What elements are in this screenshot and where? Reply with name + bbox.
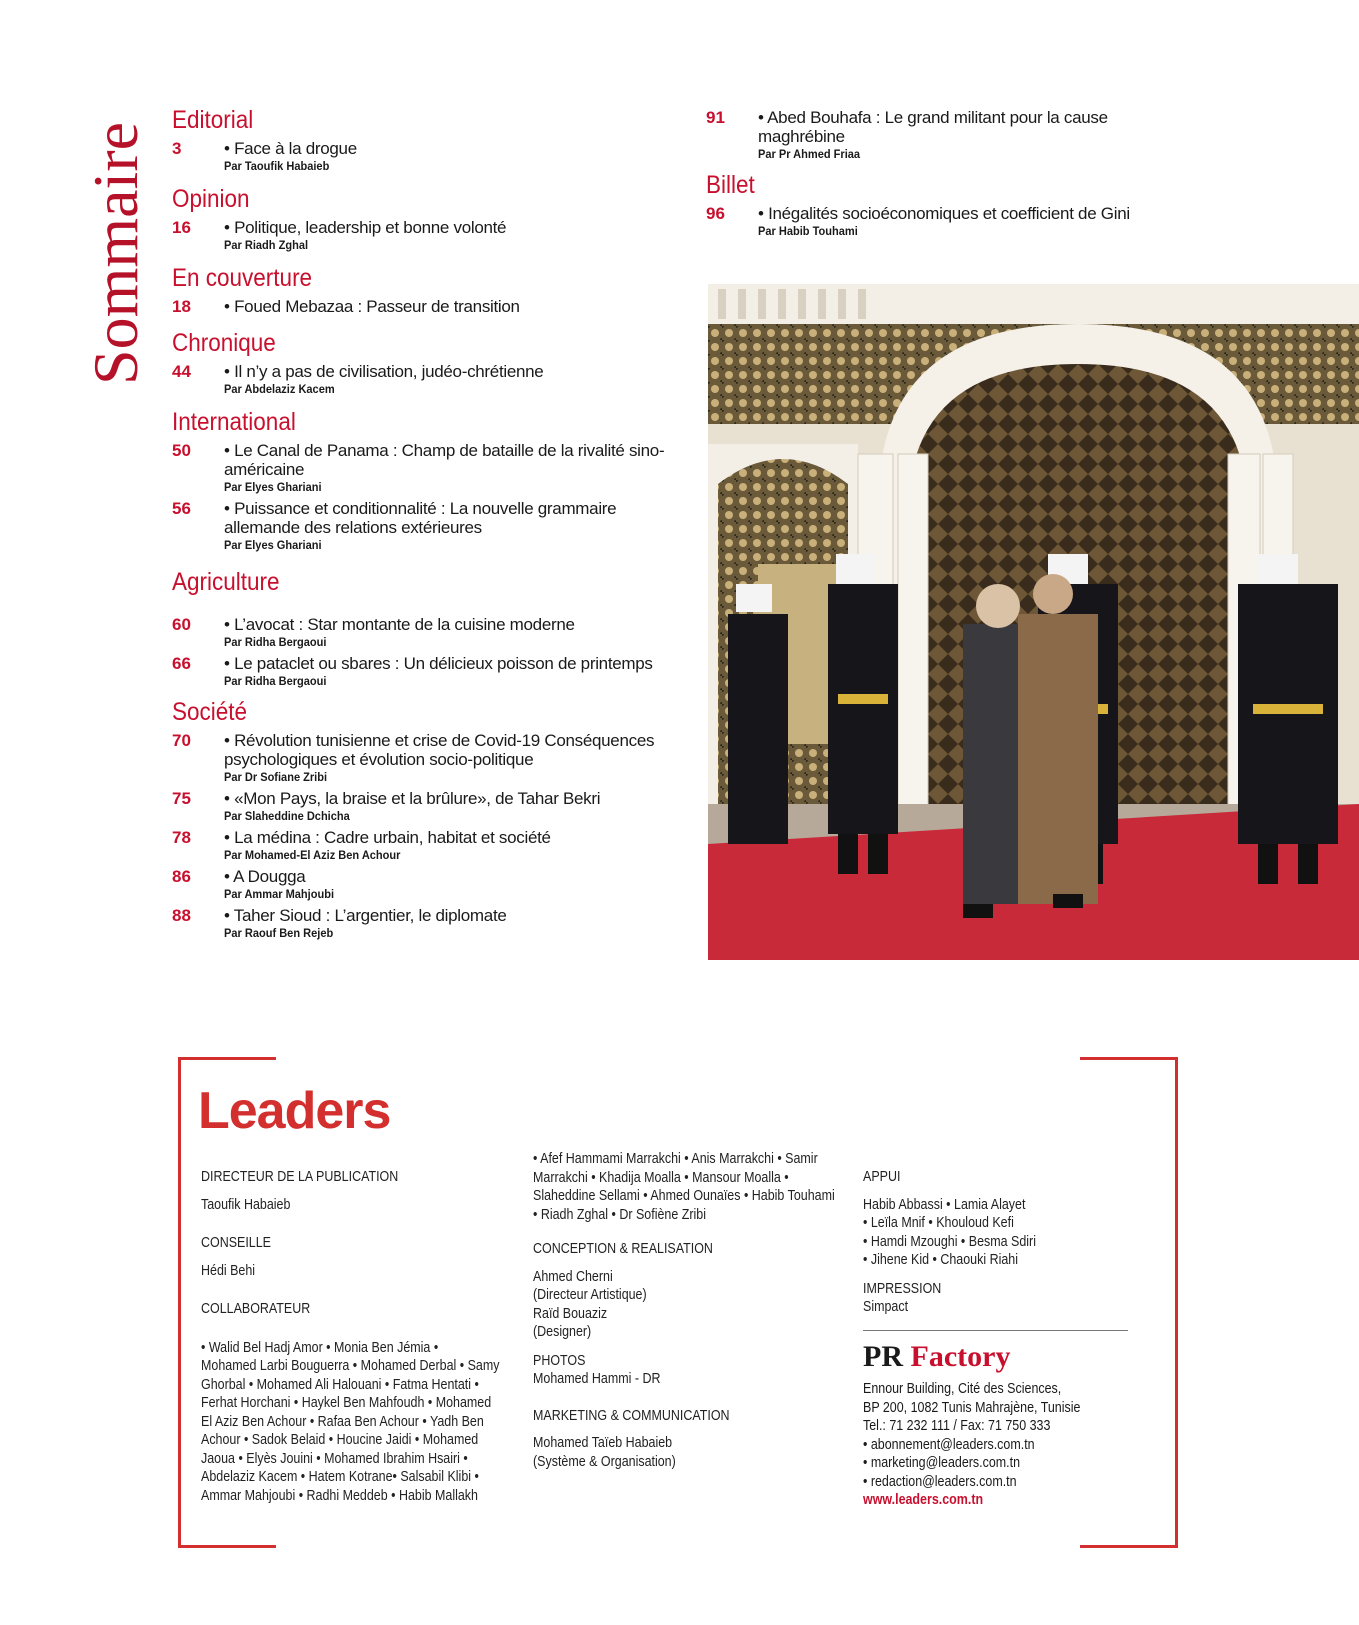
toc-section-title: Société bbox=[172, 698, 248, 726]
toc-page-number: 50 bbox=[172, 441, 191, 460]
toc-entry[interactable] bbox=[172, 441, 672, 495]
pr-factory-logo-factory: Factory bbox=[910, 1340, 1011, 1373]
website-link[interactable]: www.leaders.com.tn bbox=[863, 1492, 984, 1508]
toc-entry[interactable] bbox=[172, 654, 672, 689]
toc-section-title: Chronique bbox=[172, 329, 276, 357]
list-line: Ferhat Horchani • Haykel Ben Mahfoudh • Mohamed bbox=[201, 1395, 492, 1411]
toc-entry-author: Par Taoufik Habaieb bbox=[224, 159, 330, 173]
toc-entry-title: • Révolution tunisienne et crise de Covid-19 Conséquences psychologiques et évolution socio-politique bbox=[224, 731, 655, 769]
toc-entry-author: Par Habib Touhami bbox=[758, 224, 858, 238]
toc-page-number: 88 bbox=[172, 906, 191, 925]
toc-entry[interactable] bbox=[172, 499, 672, 553]
credit-label: COLLABORATEUR bbox=[201, 1301, 311, 1317]
toc-page-number: 56 bbox=[172, 499, 191, 518]
toc-entry-author: Par Raouf Ben Rejeb bbox=[224, 926, 334, 940]
toc-entry-author: Par Riadh Zghal bbox=[224, 238, 309, 252]
list-line: Ammar Mahjoubi • Radhi Meddeb • Habib Mallakh bbox=[201, 1487, 478, 1504]
list-line: Jaoua • Elyès Jouini • Mohamed Ibrahim Hsairi • bbox=[201, 1450, 468, 1467]
toc-entry[interactable] bbox=[172, 867, 672, 902]
list-line: Abdelaziz Kacem • Hatem Kotrane• Salsabil Klibi • bbox=[201, 1469, 479, 1485]
sommaire-title: Sommaire bbox=[80, 121, 151, 385]
toc-entry-title: • Il n’y a pas de civilisation, judéo-chrétienne bbox=[224, 362, 544, 381]
toc-entry-author: Par Abdelaziz Kacem bbox=[224, 382, 335, 396]
toc-entry-title: • Le Canal de Panama : Champ de bataille de la rivalité sino-américaine bbox=[224, 441, 665, 479]
credit-value: Hédi Behi bbox=[201, 1262, 256, 1279]
toc-entry-title: • Taher Sioud : L’argentier, le diplomate bbox=[224, 906, 507, 925]
toc-right-column bbox=[706, 104, 1166, 239]
list-line: Ahmed Cherni bbox=[533, 1268, 613, 1285]
toc-entry-author: Par Ammar Mahjoubi bbox=[224, 887, 335, 901]
toc-page-number: 75 bbox=[172, 789, 191, 808]
toc-page-number: 91 bbox=[706, 108, 725, 127]
toc-entry[interactable] bbox=[172, 789, 672, 824]
toc-entry-author: Par Elyes Ghariani bbox=[224, 538, 322, 552]
list-line: (Designer) bbox=[533, 1324, 592, 1340]
list-line: • abonnement@leaders.com.tn bbox=[863, 1436, 1035, 1453]
toc-page-number: 96 bbox=[706, 204, 725, 223]
credits-column-2 bbox=[533, 1151, 853, 1471]
toc-entry[interactable] bbox=[706, 204, 1166, 239]
list-line: Mohamed Larbi Bouguerra • Mohamed Derbal • Samy bbox=[201, 1358, 500, 1374]
list-line: El Aziz Ben Achour • Rafaa Ben Achour • Yadh Ben bbox=[201, 1413, 484, 1430]
toc-page-number: 66 bbox=[172, 654, 191, 673]
pr-factory-logo bbox=[863, 1342, 1010, 1372]
credit-value: Mohamed Hammi - DR bbox=[533, 1371, 661, 1387]
list-line: Ghorbal • Mohamed Ali Halouani • Fatma Hentati • bbox=[201, 1376, 479, 1393]
pr-factory-contact bbox=[863, 1380, 1163, 1510]
toc-entry-title: • A Dougga bbox=[224, 867, 306, 886]
toc-page-number: 3 bbox=[172, 139, 182, 158]
list-line: • Leïla Mnif • Khouloud Kefi bbox=[863, 1215, 1014, 1231]
toc-entry-author: Par Ridha Bergaoui bbox=[224, 674, 327, 688]
credit-label: PHOTOS bbox=[533, 1352, 586, 1369]
toc-entry-title: • Abed Bouhafa : Le grand militant pour la cause maghrébine bbox=[758, 108, 1108, 146]
address-lines bbox=[863, 1380, 1163, 1491]
list-line: • redaction@leaders.com.tn bbox=[863, 1473, 1017, 1490]
toc-page-number: 60 bbox=[172, 615, 191, 634]
toc-entry-author: Par Ridha Bergaoui bbox=[224, 635, 327, 649]
toc-entry-title: • La médina : Cadre urbain, habitat et société bbox=[224, 828, 551, 847]
toc-section-title: Billet bbox=[706, 171, 755, 199]
credits-column-1 bbox=[201, 1168, 501, 1505]
toc-entry[interactable] bbox=[172, 615, 672, 650]
credit-label: CONCEPTION & REALISATION bbox=[533, 1241, 713, 1257]
marketing-list bbox=[533, 1434, 853, 1471]
toc-section-title: International bbox=[172, 408, 296, 436]
pr-factory-logo-pr: PR bbox=[863, 1340, 903, 1373]
toc-section-title: En couverture bbox=[172, 264, 313, 292]
list-line: • Jihene Kid • Chaouki Riahi bbox=[863, 1252, 1019, 1268]
list-line: • Hamdi Mzoughi • Besma Sdiri bbox=[863, 1233, 1036, 1250]
toc-entry-title: • Politique, leadership et bonne volonté bbox=[224, 218, 507, 237]
toc-entry[interactable] bbox=[172, 139, 672, 174]
list-line: • Riadh Zghal • Dr Sofiène Zribi bbox=[533, 1206, 706, 1223]
toc-page-number: 44 bbox=[172, 362, 191, 381]
toc-entry-title: • Foued Mebazaa : Passeur de transition bbox=[224, 297, 520, 316]
toc-entry-title: • Le pataclet ou sbares : Un délicieux poisson de printemps bbox=[224, 654, 653, 673]
toc-section-title: Opinion bbox=[172, 185, 250, 213]
collaborators-list-continued bbox=[533, 1150, 853, 1224]
toc-entry[interactable] bbox=[172, 828, 672, 863]
toc-entry[interactable] bbox=[172, 362, 672, 397]
ceremony-photo-illustration bbox=[708, 284, 1359, 960]
toc-entry-title: • Face à la drogue bbox=[224, 139, 357, 158]
toc-page-number: 18 bbox=[172, 297, 191, 316]
credit-value: Taoufik Habaieb bbox=[201, 1196, 291, 1213]
toc-page-number: 78 bbox=[172, 828, 191, 847]
list-line: Raïd Bouaziz bbox=[533, 1305, 608, 1322]
list-line: (Système & Organisation) bbox=[533, 1453, 676, 1470]
appui-list bbox=[863, 1196, 1133, 1270]
toc-entry-author: Par Elyes Ghariani bbox=[224, 480, 322, 494]
list-line: BP 200, 1082 Tunis Mahrajène, Tunisie bbox=[863, 1399, 1081, 1416]
toc-entry[interactable] bbox=[706, 108, 1166, 162]
toc-section-title: Editorial bbox=[172, 106, 254, 134]
toc-page-number: 86 bbox=[172, 867, 191, 886]
toc-page-number: 16 bbox=[172, 218, 191, 237]
list-line: (Directeur Artistique) bbox=[533, 1287, 647, 1303]
leaders-logo: Leaders bbox=[198, 1082, 391, 1140]
toc-page-number: 70 bbox=[172, 731, 191, 750]
list-line: • marketing@leaders.com.tn bbox=[863, 1455, 1021, 1471]
toc-entry[interactable] bbox=[172, 297, 672, 316]
list-line: Tel.: 71 232 111 / Fax: 71 750 333 bbox=[863, 1418, 1051, 1434]
credit-label: CONSEILLE bbox=[201, 1235, 272, 1251]
collaborators-list bbox=[201, 1339, 501, 1506]
credit-label: IMPRESSION bbox=[863, 1280, 942, 1297]
list-line: Mohamed Taïeb Habaieb bbox=[533, 1435, 673, 1451]
toc-entry[interactable] bbox=[172, 218, 672, 253]
conception-list bbox=[533, 1268, 853, 1342]
toc-entry-author: Par Pr Ahmed Friaa bbox=[758, 147, 861, 161]
divider bbox=[863, 1330, 1128, 1331]
toc-section-title: Agriculture bbox=[172, 568, 280, 596]
toc-left-column bbox=[172, 105, 672, 941]
toc-entry-author: Par Mohamed-El Aziz Ben Achour bbox=[224, 848, 401, 862]
credits-column-3 bbox=[863, 1168, 1133, 1317]
toc-entry-title: • L’avocat : Star montante de la cuisine moderne bbox=[224, 615, 575, 634]
toc-entry[interactable] bbox=[172, 731, 672, 785]
list-line: • Walid Bel Hadj Amor • Monia Ben Jémia • bbox=[201, 1339, 439, 1356]
list-line: • Afef Hammami Marrakchi • Anis Marrakchi • Samir bbox=[533, 1151, 818, 1167]
toc-entry-author: Par Dr Sofiane Zribi bbox=[224, 770, 328, 784]
credit-label: APPUI bbox=[863, 1169, 901, 1185]
list-line: Marrakchi • Khadija Moalla • Mansour Moalla • bbox=[533, 1169, 789, 1186]
ceremony-photo bbox=[708, 284, 1359, 960]
credit-value: Simpact bbox=[863, 1299, 909, 1315]
toc-entry-title: • Puissance et conditionnalité : La nouvelle grammaire allemande des relations extérieures bbox=[224, 499, 617, 537]
list-line: Habib Abbassi • Lamia Alayet bbox=[863, 1196, 1026, 1213]
toc-entry-title: • Inégalités socioéconomiques et coefficient de Gini bbox=[758, 204, 1130, 223]
credit-label: MARKETING & COMMUNICATION bbox=[533, 1407, 730, 1424]
list-line: Ennour Building, Cité des Sciences, bbox=[863, 1381, 1062, 1397]
list-line: Slaheddine Sellami • Ahmed Ounaïes • Habib Touhami bbox=[533, 1188, 835, 1204]
list-line: Achour • Sadok Belaid • Houcine Jaidi • Mohamed bbox=[201, 1432, 479, 1448]
toc-entry[interactable] bbox=[172, 906, 672, 941]
toc-entry-author: Par Slaheddine Dchicha bbox=[224, 809, 350, 823]
toc-entry-title: • «Mon Pays, la braise et la brûlure», de Tahar Bekri bbox=[224, 789, 601, 808]
credit-label: DIRECTEUR DE LA PUBLICATION bbox=[201, 1169, 399, 1185]
